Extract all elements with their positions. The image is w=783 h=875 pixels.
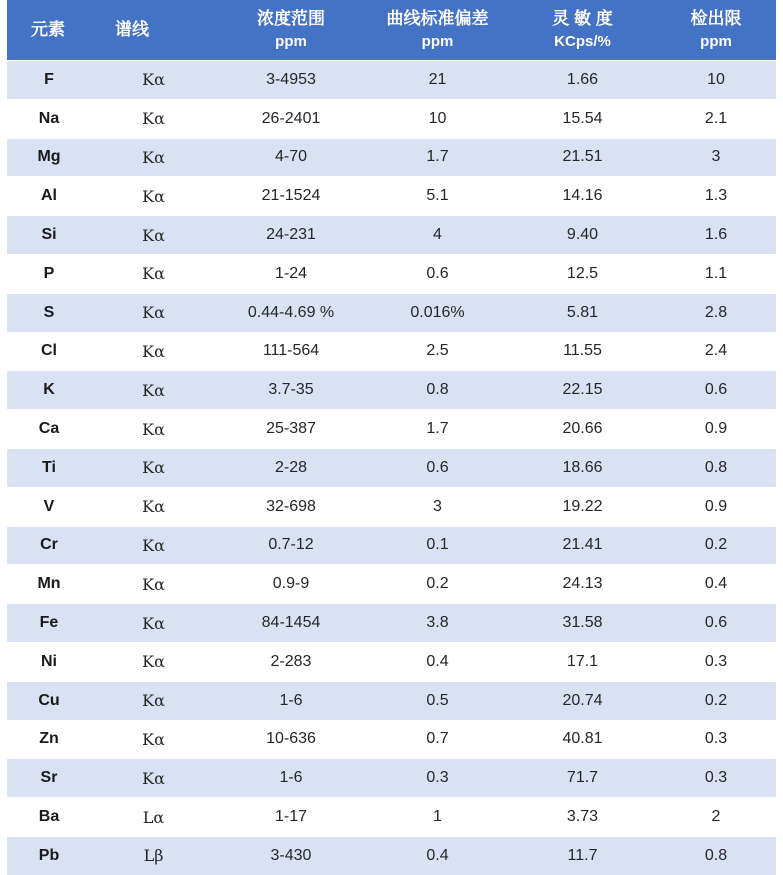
cell-curve-std-dev: 1.7 bbox=[366, 138, 509, 177]
cell-spectral-line: Kα bbox=[91, 448, 216, 487]
cell-element: Na bbox=[7, 99, 91, 138]
cell-detection-limit: 2 bbox=[656, 798, 776, 837]
cell-concentration-range: 3-4953 bbox=[216, 61, 366, 100]
table-row bbox=[7, 61, 776, 100]
cell-detection-limit: 0.9 bbox=[656, 410, 776, 449]
table-row bbox=[7, 99, 776, 138]
cell-spectral-line: Kα bbox=[91, 177, 216, 216]
cell-concentration-range: 4-70 bbox=[216, 138, 366, 177]
cell-detection-limit: 0.6 bbox=[656, 604, 776, 643]
cell-detection-limit: 0.4 bbox=[656, 565, 776, 604]
table-body bbox=[7, 61, 776, 875]
cell-sensitivity: 71.7 bbox=[509, 759, 656, 798]
header-element-label: 元素 bbox=[31, 20, 65, 39]
cell-spectral-line: Kα bbox=[91, 565, 216, 604]
cell-sensitivity: 31.58 bbox=[509, 604, 656, 643]
cell-concentration-range: 21-1524 bbox=[216, 177, 366, 216]
cell-concentration-range: 0.7-12 bbox=[216, 526, 366, 565]
cell-sensitivity: 14.16 bbox=[509, 177, 656, 216]
cell-concentration-range: 0.44-4.69 % bbox=[216, 293, 366, 332]
table-row bbox=[7, 371, 776, 410]
cell-concentration-range: 26-2401 bbox=[216, 99, 366, 138]
cell-detection-limit: 0.8 bbox=[656, 836, 776, 874]
header-concentration-range bbox=[216, 0, 366, 61]
cell-element: Cl bbox=[7, 332, 91, 371]
cell-element: Cu bbox=[7, 681, 91, 720]
header-concentration-range-unit: ppm bbox=[275, 32, 307, 50]
table-row bbox=[7, 293, 776, 332]
cell-detection-limit: 0.9 bbox=[656, 487, 776, 526]
cell-spectral-line: Kα bbox=[91, 371, 216, 410]
cell-concentration-range: 111-564 bbox=[216, 332, 366, 371]
cell-spectral-line: Kα bbox=[91, 99, 216, 138]
header-curve-std-dev-unit: ppm bbox=[421, 32, 454, 50]
cell-element: Ba bbox=[7, 798, 91, 837]
cell-sensitivity: 22.15 bbox=[509, 371, 656, 410]
cell-spectral-line: Kα bbox=[91, 526, 216, 565]
cell-spectral-line: Kα bbox=[91, 293, 216, 332]
element-data-table-container bbox=[7, 0, 776, 875]
table-row bbox=[7, 254, 776, 293]
table-header bbox=[7, 0, 776, 61]
cell-sensitivity: 9.40 bbox=[509, 216, 656, 255]
cell-sensitivity: 11.55 bbox=[509, 332, 656, 371]
cell-concentration-range: 25-387 bbox=[216, 410, 366, 449]
cell-spectral-line: Kα bbox=[91, 410, 216, 449]
cell-sensitivity: 24.13 bbox=[509, 565, 656, 604]
table-row bbox=[7, 216, 776, 255]
table-row bbox=[7, 798, 776, 837]
table-row bbox=[7, 759, 776, 798]
cell-element: Cr bbox=[7, 526, 91, 565]
cell-curve-std-dev: 0.4 bbox=[366, 836, 509, 874]
table-row bbox=[7, 836, 776, 874]
cell-element: Sr bbox=[7, 759, 91, 798]
header-spectral-line-label: 谱线 bbox=[115, 20, 149, 39]
cell-sensitivity: 5.81 bbox=[509, 293, 656, 332]
cell-element: P bbox=[7, 254, 91, 293]
cell-sensitivity: 20.74 bbox=[509, 681, 656, 720]
header-detection-limit-label: 检出限 bbox=[690, 8, 742, 28]
cell-curve-std-dev: 4 bbox=[366, 216, 509, 255]
table-row bbox=[7, 604, 776, 643]
cell-spectral-line: Kα bbox=[91, 332, 216, 371]
cell-element: Al bbox=[7, 177, 91, 216]
cell-concentration-range: 84-1454 bbox=[216, 604, 366, 643]
cell-concentration-range: 24-231 bbox=[216, 216, 366, 255]
cell-curve-std-dev: 2.5 bbox=[366, 332, 509, 371]
cell-detection-limit: 2.1 bbox=[656, 99, 776, 138]
cell-element: F bbox=[7, 61, 91, 100]
cell-element: S bbox=[7, 293, 91, 332]
table-row bbox=[7, 177, 776, 216]
header-concentration-range-label: 浓度范围 bbox=[257, 8, 325, 28]
cell-spectral-line: Kα bbox=[91, 138, 216, 177]
table-row bbox=[7, 681, 776, 720]
table-row bbox=[7, 332, 776, 371]
header-detection-limit-unit: ppm bbox=[700, 32, 732, 50]
cell-detection-limit: 0.8 bbox=[656, 448, 776, 487]
cell-sensitivity: 21.51 bbox=[509, 138, 656, 177]
cell-concentration-range: 2-283 bbox=[216, 642, 366, 681]
cell-spectral-line: Kα bbox=[91, 681, 216, 720]
cell-curve-std-dev: 0.6 bbox=[366, 448, 509, 487]
cell-curve-std-dev: 0.016% bbox=[366, 293, 509, 332]
cell-element: Ca bbox=[7, 410, 91, 449]
cell-detection-limit: 0.3 bbox=[656, 642, 776, 681]
cell-curve-std-dev: 0.7 bbox=[366, 720, 509, 759]
header-sensitivity-label: 灵 敏 度 bbox=[552, 8, 613, 28]
cell-spectral-line: Kα bbox=[91, 759, 216, 798]
cell-detection-limit: 2.4 bbox=[656, 332, 776, 371]
cell-detection-limit: 10 bbox=[656, 61, 776, 100]
cell-sensitivity: 11.7 bbox=[509, 836, 656, 874]
cell-curve-std-dev: 3 bbox=[366, 487, 509, 526]
header-sensitivity-unit: KCps/% bbox=[554, 32, 611, 50]
table-row bbox=[7, 410, 776, 449]
element-data-table bbox=[7, 0, 776, 875]
cell-spectral-line: Kα bbox=[91, 254, 216, 293]
cell-spectral-line: Kα bbox=[91, 720, 216, 759]
table-row bbox=[7, 448, 776, 487]
cell-detection-limit: 0.2 bbox=[656, 526, 776, 565]
cell-curve-std-dev: 0.4 bbox=[366, 642, 509, 681]
cell-sensitivity: 3.73 bbox=[509, 798, 656, 837]
cell-curve-std-dev: 0.8 bbox=[366, 371, 509, 410]
cell-curve-std-dev: 0.1 bbox=[366, 526, 509, 565]
cell-spectral-line: Lβ bbox=[91, 836, 216, 874]
cell-spectral-line: Kα bbox=[91, 604, 216, 643]
cell-spectral-line: Kα bbox=[91, 61, 216, 100]
cell-sensitivity: 20.66 bbox=[509, 410, 656, 449]
cell-curve-std-dev: 3.8 bbox=[366, 604, 509, 643]
header-curve-std-dev-label: 曲线标准偏差 bbox=[386, 8, 489, 28]
table-row bbox=[7, 526, 776, 565]
cell-concentration-range: 3.7-35 bbox=[216, 371, 366, 410]
cell-element: Si bbox=[7, 216, 91, 255]
table-row bbox=[7, 565, 776, 604]
cell-detection-limit: 2.8 bbox=[656, 293, 776, 332]
cell-detection-limit: 0.2 bbox=[656, 681, 776, 720]
cell-element: Pb bbox=[7, 836, 91, 874]
cell-curve-std-dev: 0.5 bbox=[366, 681, 509, 720]
cell-detection-limit: 0.6 bbox=[656, 371, 776, 410]
cell-curve-std-dev: 1 bbox=[366, 798, 509, 837]
cell-concentration-range: 1-17 bbox=[216, 798, 366, 837]
cell-curve-std-dev: 0.2 bbox=[366, 565, 509, 604]
cell-curve-std-dev: 10 bbox=[366, 99, 509, 138]
cell-detection-limit: 1.1 bbox=[656, 254, 776, 293]
cell-curve-std-dev: 5.1 bbox=[366, 177, 509, 216]
cell-detection-limit: 3 bbox=[656, 138, 776, 177]
cell-element: Zn bbox=[7, 720, 91, 759]
cell-element: Ti bbox=[7, 448, 91, 487]
cell-sensitivity: 1.66 bbox=[509, 61, 656, 100]
table-row bbox=[7, 642, 776, 681]
cell-concentration-range: 3-430 bbox=[216, 836, 366, 874]
cell-detection-limit: 1.6 bbox=[656, 216, 776, 255]
cell-spectral-line: Kα bbox=[91, 487, 216, 526]
cell-spectral-line: Lα bbox=[91, 798, 216, 837]
table-row bbox=[7, 138, 776, 177]
table-row bbox=[7, 720, 776, 759]
cell-spectral-line: Kα bbox=[91, 642, 216, 681]
cell-concentration-range: 1-24 bbox=[216, 254, 366, 293]
table-row bbox=[7, 487, 776, 526]
cell-curve-std-dev: 1.7 bbox=[366, 410, 509, 449]
cell-curve-std-dev: 0.6 bbox=[366, 254, 509, 293]
cell-sensitivity: 12.5 bbox=[509, 254, 656, 293]
header-row bbox=[7, 0, 776, 61]
cell-curve-std-dev: 0.3 bbox=[366, 759, 509, 798]
cell-sensitivity: 40.81 bbox=[509, 720, 656, 759]
cell-concentration-range: 1-6 bbox=[216, 681, 366, 720]
header-sensitivity bbox=[509, 0, 656, 61]
cell-concentration-range: 10-636 bbox=[216, 720, 366, 759]
header-element bbox=[7, 0, 91, 61]
cell-sensitivity: 17.1 bbox=[509, 642, 656, 681]
cell-sensitivity: 21.41 bbox=[509, 526, 656, 565]
cell-detection-limit: 1.3 bbox=[656, 177, 776, 216]
cell-detection-limit: 0.3 bbox=[656, 720, 776, 759]
cell-element: V bbox=[7, 487, 91, 526]
cell-element: Fe bbox=[7, 604, 91, 643]
cell-concentration-range: 0.9-9 bbox=[216, 565, 366, 604]
cell-concentration-range: 32-698 bbox=[216, 487, 366, 526]
cell-element: Mg bbox=[7, 138, 91, 177]
cell-curve-std-dev: 21 bbox=[366, 61, 509, 100]
cell-element: Mn bbox=[7, 565, 91, 604]
header-curve-std-dev bbox=[366, 0, 509, 61]
cell-element: K bbox=[7, 371, 91, 410]
cell-sensitivity: 19.22 bbox=[509, 487, 656, 526]
cell-sensitivity: 18.66 bbox=[509, 448, 656, 487]
cell-element: Ni bbox=[7, 642, 91, 681]
cell-concentration-range: 2-28 bbox=[216, 448, 366, 487]
header-spectral-line bbox=[91, 0, 216, 61]
header-detection-limit bbox=[656, 0, 776, 61]
cell-concentration-range: 1-6 bbox=[216, 759, 366, 798]
cell-spectral-line: Kα bbox=[91, 216, 216, 255]
cell-sensitivity: 15.54 bbox=[509, 99, 656, 138]
cell-detection-limit: 0.3 bbox=[656, 759, 776, 798]
